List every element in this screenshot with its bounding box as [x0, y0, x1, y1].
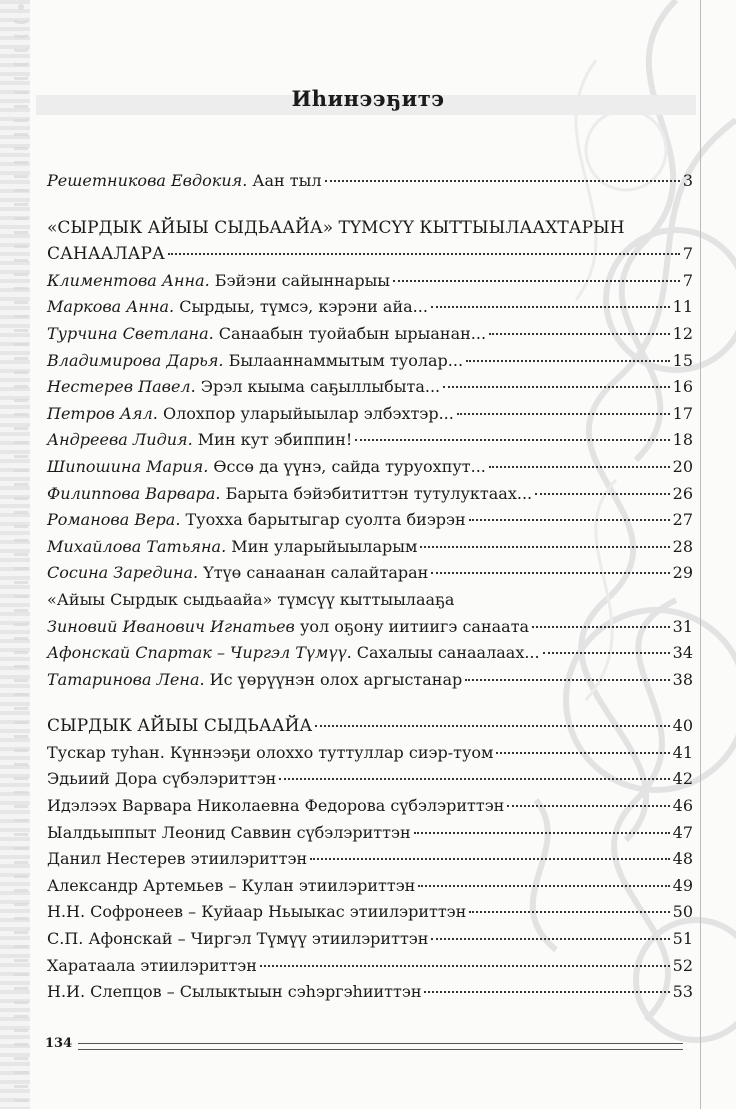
entry-author: Нестерев Павел. — [47, 377, 196, 397]
entry-page: 53 — [672, 982, 693, 1002]
toc-entry — [47, 614, 693, 641]
leader-dots — [325, 180, 680, 182]
entry-title: Тускар туһан. Күннээҕи олоххо туттуллар сиэр-туом — [47, 742, 494, 762]
toc-entry — [47, 926, 693, 953]
entry-page: 18 — [672, 430, 693, 450]
entry-page: 31 — [672, 616, 693, 636]
entry-title: Эрэл кыыма саҕыллыбыта... — [195, 377, 441, 397]
entry-author: Петров Аял. — [47, 403, 158, 423]
leader-dots — [443, 386, 670, 388]
entry-title: С.П. Афонскай – Чиргэл Түмүү этиилэриттэн — [47, 929, 429, 949]
entry-title: Ыалдьыппыт Леонид Саввин сүбэлэриттэн — [47, 822, 411, 842]
entry-page: 48 — [672, 849, 693, 869]
entry-title: Сахалыы санаалаах... — [351, 643, 540, 663]
leader-dots — [489, 333, 670, 335]
entry-author: Михайлова Татьяна. — [47, 536, 227, 556]
entry-title: Н.Н. Софронеев – Куйаар Ньыыкас этиилэриттэн — [47, 902, 467, 922]
entry-page: 7 — [682, 270, 693, 290]
left-decorative-pattern — [14, 0, 28, 1109]
entry-title: Өссө да үүнэ, сайда туруохпут... — [208, 456, 486, 476]
entry-author: Андреева Лидия. — [47, 430, 193, 450]
entry-title: Барыта бэйэбититтэн тутулуктаах... — [220, 483, 533, 503]
leader-dots — [465, 679, 669, 681]
leader-dots — [393, 280, 680, 282]
page-title: Иһинээҕитэ — [291, 86, 445, 111]
entry-author: Турчина Светлана. — [47, 323, 214, 343]
entry-page: 38 — [672, 669, 693, 689]
leader-dots — [310, 858, 670, 860]
leader-dots — [355, 439, 669, 441]
leader-dots — [431, 938, 669, 940]
leader-dots — [420, 546, 669, 548]
entry-title: Н.И. Слепцов – Сылыктыын сэһэргэһииттэн — [47, 982, 422, 1002]
entry-title: Александр Артемьев – Кулан этиилэриттэн — [47, 875, 416, 895]
toc-entry — [47, 899, 693, 926]
footer-rule — [78, 1043, 683, 1050]
entry-author: Климентова Анна. — [47, 270, 210, 290]
entry-author: Зиновий Иванович Игнатьев — [47, 616, 295, 636]
entry-title: Мин уларыйыыларым — [226, 536, 418, 556]
entry-page: 34 — [672, 643, 693, 663]
entry-author: Романова Вера. — [47, 510, 181, 530]
toc-entry — [47, 740, 693, 767]
entry-author: Филиппова Варвара. — [47, 483, 221, 503]
entry-author: Решетникова Евдокия — [47, 171, 243, 190]
leader-dots — [543, 652, 670, 654]
leader-dots — [507, 805, 669, 807]
leader-dots — [535, 493, 670, 495]
entry-page: 49 — [672, 875, 693, 895]
entry-author: Афонскай Спартак – Чиргэл Түмүү. — [47, 643, 352, 663]
entry-title: Эдьиий Дора сүбэлэриттэн — [47, 769, 277, 789]
toc-entry — [47, 481, 693, 508]
toc-entry — [47, 534, 693, 561]
entry-title: Санаабын туойабын ырыанан... — [213, 323, 487, 343]
leader-dots — [469, 911, 669, 913]
toc-entry — [47, 793, 693, 820]
toc-entry — [47, 348, 693, 375]
entry-title: Туохха барытыгар суолта биэрэн — [180, 510, 466, 530]
entry-author: Шипошина Мария. — [47, 456, 209, 476]
toc-entry — [47, 846, 693, 873]
toc-entry — [47, 401, 693, 428]
section1-heading — [47, 241, 693, 268]
section1-heading-line2: САНААЛАРА — [47, 244, 165, 265]
entry-page: 51 — [672, 929, 693, 949]
entry-title: Былааннаммытым туолар... — [223, 350, 464, 370]
entry-page: 28 — [672, 536, 693, 556]
entry-page: 41 — [672, 742, 693, 762]
page-number: 134 — [45, 1036, 73, 1051]
leader-dots — [466, 360, 670, 362]
entry-title: уол оҕону иитиигэ санаата — [294, 616, 530, 636]
leader-dots — [260, 965, 670, 967]
entry-title: . Аан тыл — [242, 171, 322, 190]
entry-title: Мин кут эбиппин! — [192, 430, 353, 450]
entry-page: 26 — [672, 483, 693, 503]
entry-page: 20 — [672, 456, 693, 476]
leader-dots — [418, 885, 669, 887]
entry-title: Ис үөрүүнэн олох аргыстанар — [204, 669, 463, 689]
entry-page: 17 — [672, 403, 693, 423]
entry-page: 47 — [672, 822, 693, 842]
toc-entry — [47, 979, 693, 1006]
toc-entry — [47, 507, 693, 534]
entry-author: Татаринова Лена. — [47, 669, 205, 689]
entry-page: 15 — [672, 350, 693, 370]
toc-entry — [47, 268, 693, 295]
entry-author: Владимирова Дарья. — [47, 350, 224, 370]
entry-title: Сырдыы, түмсэ, кэрэни айа... — [174, 297, 428, 317]
leader-dots — [431, 306, 670, 308]
entry-page: 50 — [672, 902, 693, 922]
right-frame-line — [700, 0, 701, 1109]
section2-heading — [47, 713, 693, 740]
toc-entry — [47, 873, 693, 900]
leader-dots — [496, 752, 669, 754]
section2-heading-page: 40 — [672, 716, 693, 736]
toc-entry — [47, 640, 693, 667]
leader-dots — [279, 778, 669, 780]
table-of-contents — [47, 168, 693, 1006]
entry-title: Данил Нестерев этиилэриттэн — [47, 849, 308, 869]
leader-dots — [469, 519, 670, 521]
toc-entry — [47, 766, 693, 793]
entry-page: 27 — [672, 510, 693, 530]
entry-author: Маркова Анна. — [47, 297, 175, 317]
entry-title: Үтүө санаанан салайтаран — [198, 563, 429, 583]
entry-title: Олохпор уларыйыылар элбэхтэр... — [157, 403, 454, 423]
section1-heading-page: 7 — [682, 244, 693, 264]
leader-dots — [431, 572, 669, 574]
section1-heading-line1: «СЫРДЫК АЙЫЫ СЫДЬААЙА» ТҮМСҮҮ КЫТТЫЫЛААХТАРЫН — [47, 217, 625, 238]
toc-entry — [47, 321, 693, 348]
entry-page: 12 — [672, 323, 693, 343]
entry-page: 11 — [672, 297, 693, 317]
toc-entry — [47, 374, 693, 401]
leader-dots — [457, 413, 670, 415]
entry-page: 3 — [682, 171, 693, 190]
toc-entry — [47, 820, 693, 847]
toc-entry — [47, 667, 693, 694]
leader-dots — [532, 626, 670, 628]
toc-entry — [47, 294, 693, 321]
entry-title: Харатаала этиилэриттэн — [47, 955, 257, 975]
leader-dots — [315, 725, 669, 727]
leader-dots — [489, 466, 670, 468]
toc-entry — [47, 560, 693, 587]
section2-heading-text: СЫРДЫК АЙЫЫ СЫДЬААЙА — [47, 716, 313, 737]
toc-entry — [47, 168, 693, 195]
toc-entry — [47, 953, 693, 980]
section1-subheading: «Айыы Сырдык сыдьаайа» түмсүү кыттыылааҕа — [47, 589, 455, 609]
entry-page: 29 — [672, 563, 693, 583]
entry-title: Идэлээх Варвара Николаевна Федорова сүбэлэриттэн — [47, 796, 505, 816]
leader-dots — [168, 253, 680, 255]
entry-page: 16 — [672, 377, 693, 397]
leader-dots — [414, 832, 670, 834]
entry-author: Сосина Заредина. — [47, 563, 199, 583]
entry-page: 42 — [672, 769, 693, 789]
entry-page: 52 — [672, 955, 693, 975]
toc-entry — [47, 427, 693, 454]
entry-page: 46 — [672, 796, 693, 816]
entry-title: Бэйэни сайыннарыы — [209, 270, 391, 290]
leader-dots — [424, 991, 669, 993]
toc-entry — [47, 454, 693, 481]
